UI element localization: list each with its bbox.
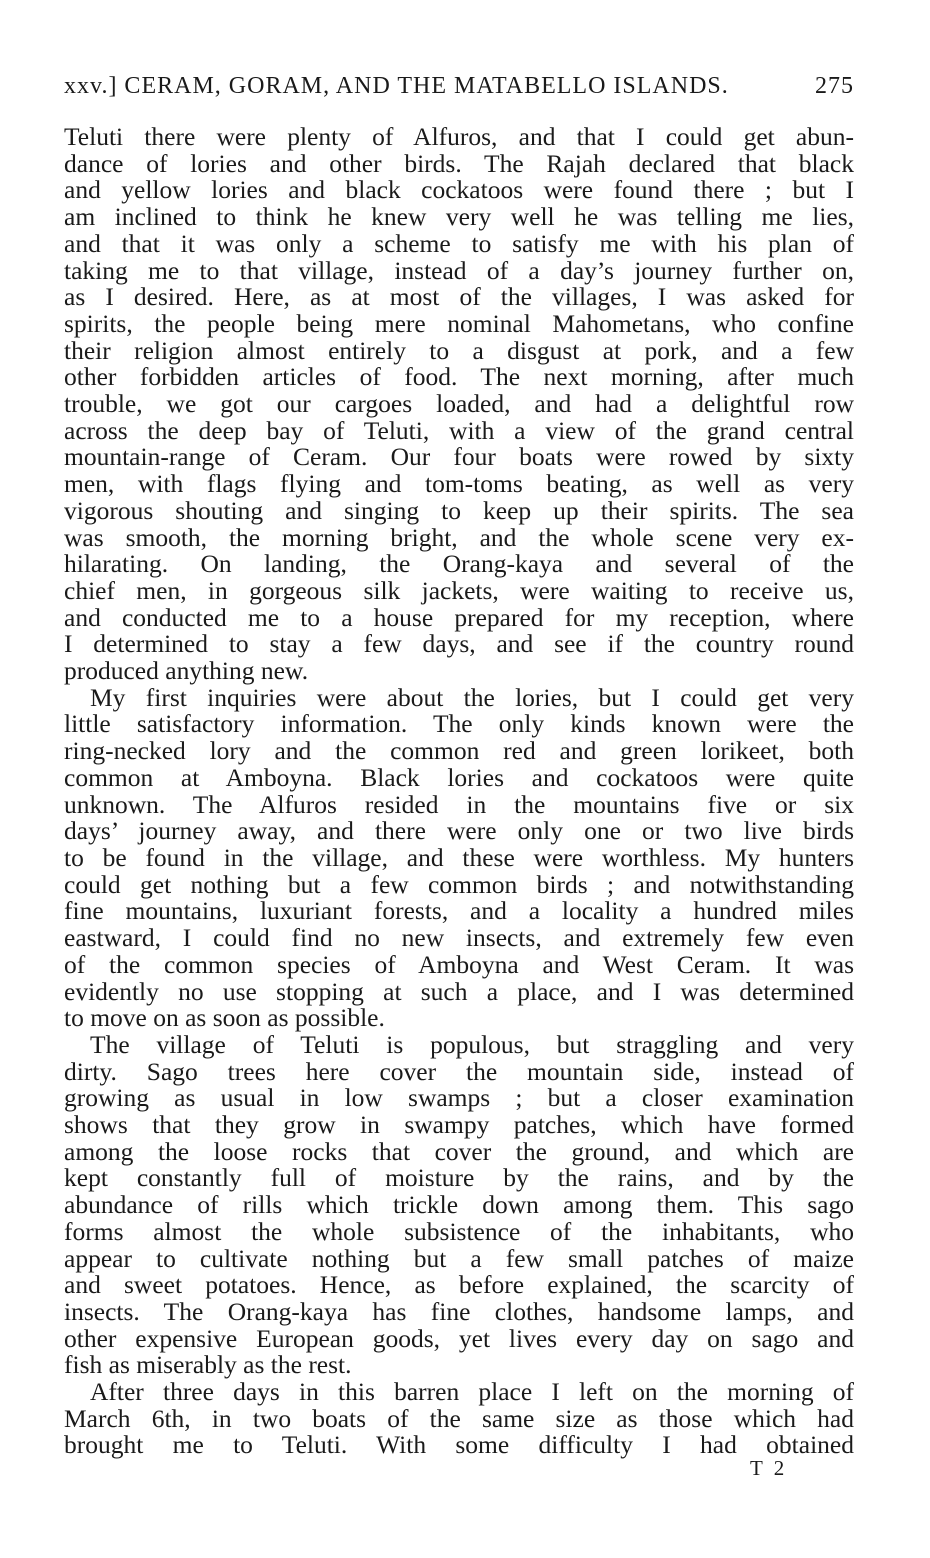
paragraph: [64, 124, 854, 685]
text-line: ring-necked lory and the common red and green lorikeet, both: [64, 736, 854, 766]
text-line: could get nothing but a few common birds ; and notwithstanding: [64, 869, 854, 899]
text-line: forms almost the whole subsistence of the inhabitants, who: [64, 1216, 854, 1246]
text-line: The village of Teluti is populous, but straggling and very: [90, 1029, 854, 1059]
text-line: to be found in the village, and these were worthless. My hunters: [64, 842, 854, 872]
text-line: brought me to Teluti. With some difficulty I had obtained: [64, 1430, 854, 1460]
text-line: mountain-range of Ceram. Our four boats were rowed by sixty: [64, 442, 854, 472]
text-line: growing as usual in low swamps ; but a closer examination: [64, 1083, 854, 1113]
running-head-title: xxv.] CERAM, GORAM, AND THE MATABELLO ISLANDS.: [64, 73, 729, 99]
text-line: taking me to that village, instead of a day’s journey further on,: [64, 255, 854, 285]
page-number: 275: [815, 73, 854, 99]
text-line: appear to cultivate nothing but a few small patches of maize: [64, 1243, 854, 1273]
text-line: was smooth, the morning bright, and the whole scene very ex-: [64, 522, 854, 552]
text-line: My first inquiries were about the lories, but I could get very: [90, 682, 854, 712]
text-line: eastward, I could find no new insects, and extremely few even: [64, 923, 854, 953]
text-line: insects. The Orang-kaya has fine clothes, handsome lamps, and: [64, 1296, 854, 1326]
text-line: unknown. The Alfuros resided in the mountains five or six: [64, 789, 854, 819]
text-line: kept constantly full of moisture by the rains, and by the: [64, 1163, 854, 1193]
text-line: days’ journey away, and there were only one or two live birds: [64, 816, 854, 846]
text-line: dance of lories and other birds. The Rajah declared that black: [64, 148, 854, 178]
text-line: men, with flags flying and tom-toms beating, as well as very: [64, 469, 854, 499]
text-line: little satisfactory information. The only kinds known were the: [64, 709, 854, 739]
text-line: other expensive European goods, yet lives every day on sago and: [64, 1323, 854, 1353]
text-line: spirits, the people being mere nominal Mahometans, who confine: [64, 308, 854, 338]
text-line: trouble, we got our cargoes loaded, and had a delightful row: [64, 389, 854, 419]
paragraph: [64, 682, 854, 1033]
text-line: fine mountains, luxuriant forests, and a locality a hundred miles: [64, 896, 854, 926]
text-line: among the loose rocks that cover the ground, and which are: [64, 1136, 854, 1166]
text-line: and conducted me to a house prepared for my reception, where: [64, 602, 854, 632]
text-line: Teluti there were plenty of Alfuros, and that I could get abun-: [64, 122, 854, 151]
text-line: After three days in this barren place I left on the morning of: [90, 1377, 854, 1407]
text-line: and that it was only a scheme to satisfy me with his plan of: [64, 228, 854, 258]
text-line: common at Amboyna. Black lories and cockatoos were quite: [64, 762, 854, 792]
text-line: their religion almost entirely to a disgust at pork, and a few: [64, 335, 854, 365]
text-line: produced anything new.: [64, 656, 309, 686]
text-line: I determined to stay a few days, and see if the country round: [64, 629, 854, 659]
text-line: dirty. Sago trees here cover the mountain side, instead of: [64, 1056, 854, 1086]
text-line: of the common species of Amboyna and West Ceram. It was: [64, 949, 854, 979]
text-line: hilarating. On landing, the Orang-kaya and several of the: [64, 549, 854, 579]
text-line: shows that they grow in swampy patches, which have formed: [64, 1110, 854, 1140]
text-line: March 6th, in two boats of the same size as those which had: [64, 1403, 854, 1433]
paragraph: [64, 1379, 854, 1459]
text-line: abundance of rills which trickle down among them. This sago: [64, 1190, 854, 1220]
printer-signature-mark: T 2: [750, 1456, 788, 1480]
text-line: chief men, in gorgeous silk jackets, were waiting to receive us,: [64, 575, 854, 605]
text-line: and yellow lories and black cockatoos were found there ; but I: [64, 175, 854, 205]
text-line: am inclined to think he knew very well he was telling me lies,: [64, 202, 854, 232]
text-line: to move on as soon as possible.: [64, 1003, 385, 1033]
running-head: [64, 70, 854, 102]
text-line: and sweet potatoes. Hence, as before explained, the scarcity of: [64, 1270, 854, 1300]
text-line: vigorous shouting and singing to keep up their spirits. The sea: [64, 495, 854, 525]
text-line: other forbidden articles of food. The next morning, after much: [64, 362, 854, 392]
body-text: [64, 124, 854, 1459]
text-line: as I desired. Here, as at most of the villages, I was asked for: [64, 282, 854, 312]
paragraph: [64, 1029, 854, 1380]
text-line: evidently no use stopping at such a place, and I was determined: [64, 976, 854, 1006]
text-line: across the deep bay of Teluti, with a view of the grand central: [64, 415, 854, 445]
text-line: fish as miserably as the rest.: [64, 1350, 352, 1380]
